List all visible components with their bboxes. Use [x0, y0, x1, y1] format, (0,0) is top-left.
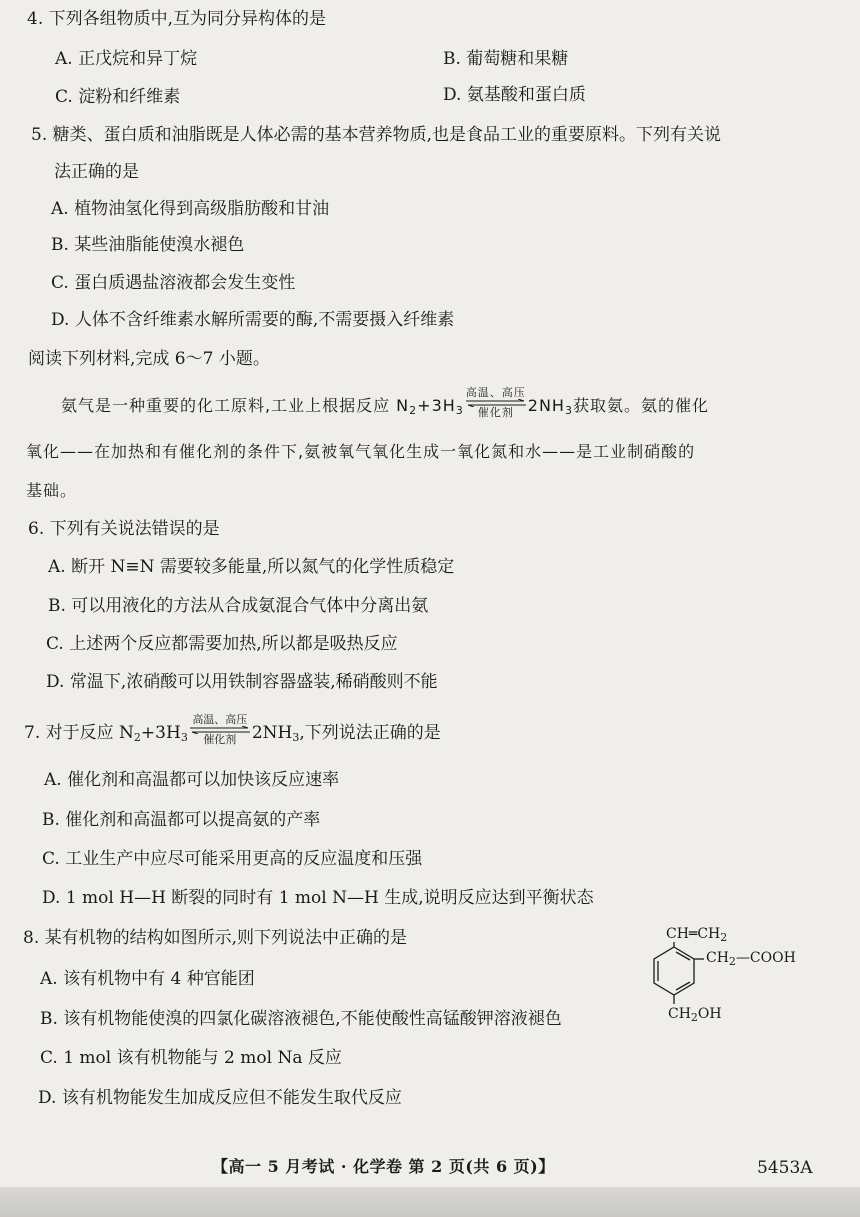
q6-option-b: B. 可以用液化的方法从合成氨混合气体中分离出氨: [48, 596, 429, 616]
q7-option-d: D. 1 mol H—H 断裂的同时有 1 mol N—H 生成,说明反应达到平衡状态: [42, 888, 594, 908]
q7-nh-subscript: 3: [292, 731, 300, 744]
reaction-condition-arrow: [465, 386, 526, 419]
q4-option-d: D. 氨基酸和蛋白质: [443, 85, 586, 105]
acetic-subscript: 2: [728, 955, 736, 968]
q7-hydrogen-formula: 3H: [155, 723, 181, 743]
q7-condition-bottom: 催化剂: [203, 733, 237, 746]
hydroxymethyl-oh-text: OH: [697, 1006, 722, 1022]
q6-option-a: A. 断开 N≡N 需要较多能量,所以氮气的化学性质稳定: [48, 557, 455, 577]
q8-option-c: C. 1 mol 该有机物能与 2 mol Na 反应: [40, 1048, 342, 1068]
material-line1-post: 获取氨。氨的催化: [572, 396, 709, 415]
q7-plus-sign: +: [140, 723, 156, 743]
q5-stem-line1: 5. 糖类、蛋白质和油脂既是人体必需的基本营养物质,也是食品工业的重要原料。下列有关说: [31, 125, 722, 145]
q4-option-a: A. 正戊烷和异丁烷: [55, 49, 198, 69]
acetic-ch-text: CH: [706, 950, 729, 966]
vinyl-group-text: CH═CH: [666, 926, 721, 942]
condition-bottom: 催化剂: [477, 406, 514, 419]
q7-n2-subscript: 2: [133, 731, 141, 744]
condition-top: 高温、高压: [465, 386, 526, 399]
q8-option-a: A. 该有机物中有 4 种官能团: [40, 969, 255, 989]
q6-stem: 6. 下列有关说法错误的是: [28, 519, 220, 539]
q7-stem: [24, 713, 441, 746]
q7-condition-top: 高温、高压: [192, 713, 248, 726]
q7-stem-pre: 7. 对于反应 N: [24, 723, 134, 743]
q8-stem: 8. 某有机物的结构如图所示,则下列说法中正确的是: [23, 928, 408, 948]
reading-intro: 阅读下列材料,完成 6～7 小题。: [28, 349, 270, 369]
q5-option-a: A. 植物油氢化得到高级脂肪酸和甘油: [51, 199, 330, 219]
vinyl-subscript: 2: [720, 931, 728, 944]
page-footer: 【高一 5 月考试 · 化学卷 第 2 页(共 6 页)】: [212, 1157, 555, 1176]
material-line1: [61, 386, 709, 419]
q4-option-c: C. 淀粉和纤维素: [55, 87, 181, 107]
material-line2: 氧化——在加热和有催化剂的条件下,氨被氧气氧化生成一氧化氮和水——是工业制硝酸的: [26, 442, 696, 461]
h-subscript: 3: [455, 404, 464, 417]
n2-subscript: 2: [409, 404, 418, 417]
q5-option-d: D. 人体不含纤维素水解所需要的酶,不需要摄入纤维素: [51, 310, 455, 330]
q8-option-d: D. 该有机物能发生加成反应但不能发生取代反应: [38, 1088, 402, 1108]
benzene-ring-icon: [640, 922, 830, 1062]
hydroxymethyl-subscript: 2: [690, 1011, 698, 1024]
q7-reaction-condition-arrow: [190, 713, 250, 746]
q4-option-b: B. 葡萄糖和果糖: [443, 49, 569, 69]
acetic-acid-group: [706, 950, 796, 966]
structural-formula: [640, 922, 830, 1062]
material-line1-pre: 氨气是一种重要的化工原料,工业上根据反应 N: [61, 396, 410, 415]
plus-sign: +: [417, 396, 432, 415]
vinyl-group: [666, 926, 727, 942]
hydroxymethyl-group: [668, 1006, 722, 1022]
acetic-cooh-text: —COOH: [735, 950, 796, 966]
q5-stem-line2: 法正确的是: [54, 162, 139, 182]
q7-option-c: C. 工业生产中应尽可能采用更高的反应温度和压强: [42, 849, 423, 869]
nh-subscript: 3: [564, 404, 573, 417]
page-bottom-edge: [0, 1187, 860, 1217]
q5-option-c: C. 蛋白质遇盐溶液都会发生变性: [51, 273, 296, 293]
q7-stem-post: ,下列说法正确的是: [299, 723, 441, 743]
hydroxymethyl-ch-text: CH: [668, 1006, 691, 1022]
exam-code: 5453A: [757, 1158, 813, 1178]
q4-stem: 4. 下列各组物质中,互为同分异构体的是: [27, 9, 327, 29]
q7-h-subscript: 3: [180, 731, 188, 744]
q6-option-c: C. 上述两个反应都需要加热,所以都是吸热反应: [46, 634, 398, 654]
q7-option-a: A. 催化剂和高温都可以加快该反应速率: [44, 770, 340, 790]
ammonia-formula: 2NH: [527, 396, 565, 415]
q5-option-b: B. 某些油脂能使溴水褪色: [51, 235, 245, 255]
material-line3: 基础。: [26, 481, 78, 500]
q7-ammonia-formula: 2NH: [251, 723, 293, 743]
q7-option-b: B. 催化剂和高温都可以提高氨的产率: [42, 810, 321, 830]
hydrogen-formula: 3H: [431, 396, 456, 415]
q6-option-d: D. 常温下,浓硝酸可以用铁制容器盛装,稀硝酸则不能: [46, 672, 438, 692]
q8-option-b: B. 该有机物能使溴的四氯化碳溶液褪色,不能使酸性高锰酸钾溶液褪色: [40, 1009, 562, 1029]
